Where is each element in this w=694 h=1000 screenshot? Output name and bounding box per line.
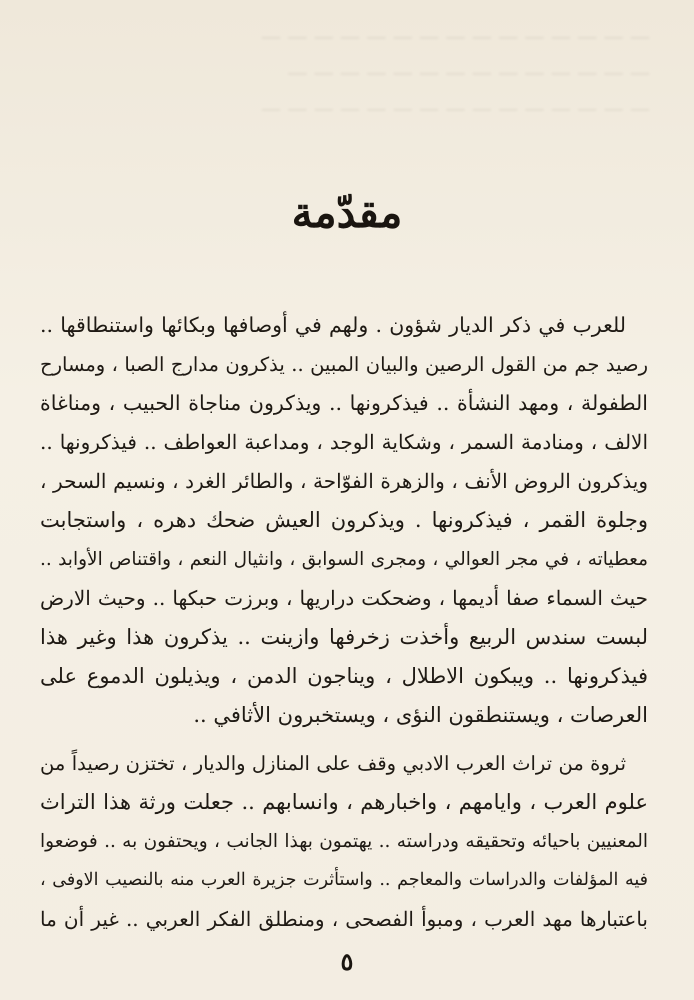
text-line: الطفولة ، ومهد النشأة .. فيذكرونها .. ويذكرون مناجاة الحبيب ، ومناغاة bbox=[40, 391, 648, 415]
text-line: ثروة من تراث العرب الادبي وقف على المنازل والديار ، تختزن رصيداً من bbox=[40, 752, 626, 775]
paragraph-2 bbox=[40, 744, 648, 939]
text-line: رصيد جم من القول الرصين والبيان المبين .. يذكرون مدارج الصبا ، ومسارح bbox=[40, 353, 648, 376]
text-line: باعتبارها مهد العرب ، ومبوأ الفصحى ، ومنطلق الفكر العربي .. غير أن ما bbox=[40, 907, 648, 931]
page-number: ٥ bbox=[340, 947, 354, 976]
text-line: الالف ، ومنادمة السمر ، وشكاية الوجد ، ومداعبة العواطف .. فيذكرونها .. bbox=[40, 430, 648, 454]
chapter-title: مقدّمة bbox=[291, 188, 403, 237]
paragraph-1 bbox=[40, 306, 648, 735]
text-line: معطياته ، في مجر العوالي ، ومجرى السوابق ، وانثيال النعم ، واقتناص الأوابد .. bbox=[40, 549, 648, 570]
text-line: علوم العرب ، وايامهم ، واخبارهم ، وانسابهم .. جعلت ورثة هذا التراث bbox=[40, 790, 648, 814]
text-line: العرصات ، ويستنطقون النؤى ، ويستخبرون الأثافي .. bbox=[193, 703, 648, 727]
text-line: وجلوة القمر ، فيذكرونها . ويذكرون العيش ضحك دهره ، واستجابت bbox=[40, 508, 648, 532]
text-line: لبست سندس الربيع وأخذت زخرفها وازينت .. يذكرون هذا وغير هذا bbox=[40, 625, 648, 649]
show-through-text: — — — — — — — — — — — — — — — — — — — — — — — — — — — — — — — — — — — — — — — — — — — — bbox=[260, 24, 650, 120]
text-line: المعنيين باحيائه وتحقيقه ودراسته .. يهتمون بهذا الجانب ، ويحتفون به .. فوضعوا bbox=[40, 831, 648, 852]
text-line: فيه المؤلفات والدراسات والمعاجم .. واستأثرت جزيرة العرب منه بالنصيب الاوفى ، bbox=[40, 870, 648, 890]
text-line: ويذكرون الروض الأنف ، والزهرة الفوّاحة ، والطائر الغرد ، ونسيم السحر ، bbox=[40, 469, 648, 493]
text-line: فيذكرونها .. ويبكون الاطلال ، ويناجون الدمن ، ويذيلون الدموع على bbox=[40, 664, 648, 688]
text-line: حيث السماء صفا أديمها ، وضحكت دراريها ، وبرزت حبكها .. وحيث الارض bbox=[40, 586, 648, 610]
text-line: للعرب في ذكر الديار شؤون . ولهم في أوصافها وبكائها واستنطاقها .. bbox=[40, 313, 626, 337]
